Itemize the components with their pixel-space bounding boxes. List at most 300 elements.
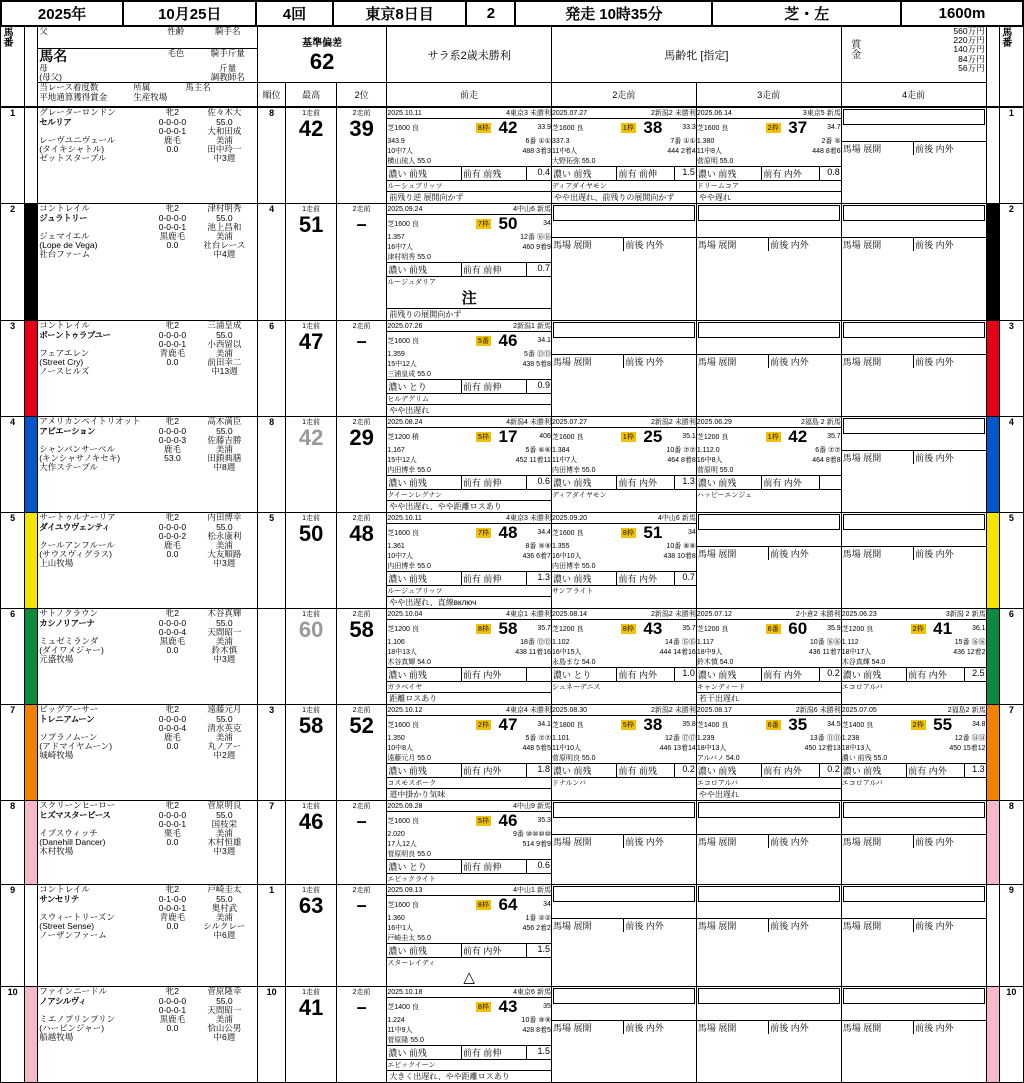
horse-number-right: 2 xyxy=(999,204,1023,321)
horse-sire: サトノクラウン xyxy=(39,608,99,619)
run-pace: 馬場 展開 xyxy=(552,355,624,368)
score-second xyxy=(336,609,386,705)
run-waku-tag: 7枠 xyxy=(478,220,489,228)
horse-bms: (タイキシャトル) xyxy=(39,144,105,155)
order-label: 順位 xyxy=(257,83,286,107)
two-back-label: 2走前 xyxy=(551,83,696,107)
run-agari: 406 xyxy=(539,433,551,441)
run-class: 未勝利 xyxy=(819,611,841,619)
run-track: 2福島 2 xyxy=(800,419,825,427)
run-time: 1.102 xyxy=(551,638,570,646)
run-detail: 11着7 xyxy=(822,649,841,657)
empty-box xyxy=(698,886,840,902)
header-place: 東京8日目 xyxy=(333,1,467,26)
horse-owner: 社台ファーム xyxy=(39,249,91,260)
meta-head-2 xyxy=(38,49,258,83)
horse-rotation: 中4週 xyxy=(213,249,236,260)
run-order: ⑮⑮ xyxy=(681,639,696,647)
four-back-label: 4走前 xyxy=(841,83,986,107)
bamei-label: 馬名 xyxy=(39,48,68,64)
horse-rotation: 中13週 xyxy=(211,366,238,377)
run-four-back xyxy=(841,204,986,321)
run-pace2: 前後 内外 xyxy=(915,240,954,251)
run-waku-tag: 8枠 xyxy=(622,625,634,633)
run-pace2: 前後 内外 xyxy=(915,453,954,464)
run-detail: 11着11 xyxy=(529,457,551,465)
horse-number: 6 xyxy=(1,609,25,705)
header-kai: 4回 xyxy=(256,1,332,26)
run-pop: 10番 xyxy=(666,543,682,551)
run-date: 2025.08.24 xyxy=(387,418,423,426)
empty-box xyxy=(698,988,840,1004)
run-waku-tag: 2枠 xyxy=(912,721,924,729)
run-order: ⑨⑨ xyxy=(538,1017,551,1025)
run-detail: 3着3 xyxy=(536,148,551,156)
run-weight: 436 xyxy=(808,648,821,656)
run-rival-jockey: 戸崎圭太 55.0 xyxy=(387,935,431,943)
run-field: 17人12人 xyxy=(387,841,417,849)
horse-bms: (アドマイヤムーン) xyxy=(39,741,113,752)
horse-name[interactable]: サンセリテ xyxy=(39,893,79,904)
run-pop: 2番 xyxy=(821,138,833,146)
run-three-back xyxy=(696,321,841,417)
horse-rotation: 中2週 xyxy=(213,750,236,761)
run-waku-tag: 1枠 xyxy=(622,433,634,441)
horse-owner: 城崎牧場 xyxy=(39,750,74,761)
horse-dam: ジェマイエル xyxy=(39,230,90,241)
horse-stable: 美浦 xyxy=(215,230,233,241)
horse-sex-age: 牝2 xyxy=(165,512,180,523)
horse-coat: 黒鹿毛 xyxy=(159,635,186,646)
horse-number: 10 xyxy=(1,987,25,1083)
run-figure: 46 xyxy=(498,331,518,351)
run-rival-horse: コスモスボーク xyxy=(387,780,437,788)
run-time: 1.167 xyxy=(387,446,405,454)
run-pop: 10番 xyxy=(521,1017,537,1025)
horse-dam: クールアンフルール xyxy=(39,539,115,550)
run-detail: 14着16 xyxy=(673,649,696,657)
run-agari: 34 xyxy=(688,529,696,537)
horse-sex-age: 牝2 xyxy=(165,800,180,811)
horse-name[interactable]: セルリア xyxy=(39,116,72,127)
run-pace: 濃い 前残 xyxy=(552,476,618,489)
run-pace2: 前有 内外 xyxy=(762,476,819,489)
table-row[interactable] xyxy=(1,204,1024,321)
run-field: 16中8人 xyxy=(696,457,723,465)
run-agari: 34 xyxy=(543,901,551,909)
score-max-value: 60 xyxy=(298,617,324,643)
run-margin: 0.6 xyxy=(537,860,550,871)
horse-breeder: 恰山公男 xyxy=(207,1023,242,1034)
run-distance: 芝1200 良 xyxy=(551,625,584,633)
score-max-sub: 1走前 xyxy=(302,206,321,214)
band-col-head-right xyxy=(986,27,999,107)
weight-label: 斤量 xyxy=(219,63,237,74)
run-pace2: 前後 内外 xyxy=(625,357,664,368)
run-pace2: 前有 内外 xyxy=(462,944,527,957)
horse-trainer: 天間昭一 xyxy=(207,626,242,637)
run-pop: 5番 xyxy=(525,447,537,455)
score-second xyxy=(336,417,386,513)
score-max xyxy=(286,513,336,609)
run-date: 2025.06.29 xyxy=(696,418,732,426)
run-weight: 450 xyxy=(804,744,817,752)
run-agari: 34.1 xyxy=(537,721,551,729)
run-weight: 444 xyxy=(659,648,672,656)
run-rival-jockey: 菅原隆 55.0 xyxy=(387,1037,424,1045)
horse-stable: 美浦 xyxy=(215,1013,233,1024)
score-second xyxy=(336,705,386,801)
run-pop: 1番 xyxy=(525,915,537,923)
race-cond-head xyxy=(551,27,841,83)
run-pop: 6番 xyxy=(525,138,537,146)
horse-breeder: 田中玲一 xyxy=(207,144,242,155)
run-track: 4東京4 xyxy=(506,707,528,715)
empty-box xyxy=(843,418,985,434)
horse-record-2: 0-0-0-2 xyxy=(158,530,187,541)
run-waku-tag: 6番 xyxy=(767,625,779,633)
run-figure: 58 xyxy=(498,619,518,639)
run-pace: 馬場 展開 xyxy=(842,451,914,464)
score-max-sub: 1走前 xyxy=(302,323,321,331)
score-max xyxy=(286,609,336,705)
horse-name[interactable]: ノアシルヴィ xyxy=(39,995,87,1006)
horse-name[interactable]: ボーントゥラブユー xyxy=(39,329,111,340)
bms-label: (母父) xyxy=(39,72,62,83)
run-pace: 濃い 前残 xyxy=(697,167,763,180)
run-pop: 8番 xyxy=(525,543,537,551)
run-weight: 450 xyxy=(949,744,961,752)
run-distance: 芝1400 良 xyxy=(696,721,729,729)
three-back-label: 3走前 xyxy=(696,83,841,107)
run-flag: △ xyxy=(463,969,475,987)
table-row[interactable] xyxy=(1,705,1024,801)
horse-sire: スクリーンヒーロー xyxy=(39,800,116,811)
table-row[interactable] xyxy=(1,108,1024,204)
run-rival-jockey: 木谷真輝 54.0 xyxy=(841,659,886,667)
frame-color-band-right xyxy=(986,987,999,1083)
empty-box xyxy=(553,886,695,902)
horse-name[interactable]: カシノリアーナ xyxy=(39,617,95,628)
score-second-sub: 2走前 xyxy=(352,611,371,619)
horse-stable: 美浦 xyxy=(215,134,233,145)
horse-name[interactable]: トレニアムーン xyxy=(39,713,95,724)
horse-name[interactable]: ダイユウヴェンティ xyxy=(39,521,110,532)
run-order: ⑨⑨ xyxy=(538,543,551,551)
run-time: 1.355 xyxy=(551,542,570,550)
run-order: ⑦⑦ xyxy=(828,447,841,455)
coat-label: 毛色 xyxy=(167,48,185,58)
run-pace2: 前有 前伸 xyxy=(462,1046,527,1059)
table-row[interactable] xyxy=(1,321,1024,417)
score-max xyxy=(286,417,336,513)
run-pace: 馬場 展開 xyxy=(842,1021,914,1034)
horse-owner: 大作ステーブル xyxy=(39,462,98,473)
run-detail: 2着4 xyxy=(681,148,696,156)
horse-bms: (Street Sense) xyxy=(39,921,95,932)
run-field: 11中7人 xyxy=(551,457,578,465)
run-field: 16中10人 xyxy=(551,553,582,561)
run-distance: 芝1600 良 xyxy=(387,721,419,729)
run-date: 2025.08.30 xyxy=(551,706,587,714)
run-pace2: 前後 内外 xyxy=(915,1023,954,1034)
run-waku-tag: 6番 xyxy=(767,721,779,729)
run-track: 4中山1 xyxy=(513,887,535,895)
run-track: 4東京3 xyxy=(506,515,528,523)
run-time: 1.238 xyxy=(841,734,860,742)
run-rival-jockey: 永島まな 54.0 xyxy=(551,659,596,667)
horse-number: 1 xyxy=(1,108,25,204)
run-rival-jockey: 菅原明良 55.0 xyxy=(387,851,431,859)
horse-weight: 55.0 xyxy=(216,116,233,127)
run-cell-empty xyxy=(552,988,696,1034)
run-detail: 13着14 xyxy=(673,745,696,753)
horse-weight: 55.0 xyxy=(216,329,233,340)
run-rival-horse: ハッピーエンジェ xyxy=(696,492,753,500)
run-rival-jockey: 菅原明 55.0 xyxy=(696,158,734,166)
run-track: 2福島2 xyxy=(947,707,970,715)
run-rival-horse: サンアライト xyxy=(551,588,594,596)
run-track: 2新潟6 xyxy=(795,707,818,715)
horse-trainer: 天間昭一 xyxy=(207,1004,242,1015)
horse-bms: (Street Cry) xyxy=(39,357,84,368)
score-second-value: 29 xyxy=(349,425,374,451)
run-distance: 芝1600 良 xyxy=(387,220,419,228)
run-two-back xyxy=(551,801,696,885)
run-pop: 12番 xyxy=(665,735,680,743)
deviation-value: 62 xyxy=(309,49,335,75)
horse-trainer: 佐藤吉勝 xyxy=(207,434,242,445)
run-three-back xyxy=(696,987,841,1083)
horse-coat: 栗毛 xyxy=(163,827,181,838)
header-course: 芝・左 xyxy=(712,1,901,26)
run-waku-tag: 2枠 xyxy=(478,721,489,729)
run-pop: 6番 xyxy=(815,447,827,455)
run-three-back xyxy=(696,609,841,705)
score-max-sub: 1走前 xyxy=(302,887,321,895)
run-cell xyxy=(387,108,551,203)
run-date: 2025.08.14 xyxy=(551,610,587,618)
run-four-back xyxy=(841,417,986,513)
run-pace2: 前後 内外 xyxy=(625,1023,664,1034)
run-two-back xyxy=(551,204,696,321)
run-pop: 14番 xyxy=(665,639,680,647)
run-weight: 464 xyxy=(667,456,680,464)
run-cell-empty xyxy=(697,802,841,848)
score-second-sub: 2走前 xyxy=(352,323,371,331)
score-second xyxy=(336,204,386,321)
run-pop: 10番 xyxy=(666,447,682,455)
run-agari: 33.9 xyxy=(537,124,551,132)
run-comment: やや出遅れ、やや距離ロスあり xyxy=(387,500,551,512)
run-class: 未勝利 xyxy=(529,515,551,523)
run-pace: 馬場 展開 xyxy=(842,919,914,932)
run-pace2: 前有 内外 xyxy=(617,476,674,489)
run-pace: 馬場 展開 xyxy=(842,547,914,560)
score-max xyxy=(286,885,336,987)
run-agari: 36.1 xyxy=(971,625,986,633)
run-cell xyxy=(387,609,551,704)
table-row[interactable] xyxy=(1,801,1024,885)
run-rival-horse: エコロアルバ xyxy=(841,780,883,788)
horse-name[interactable]: ヒズマスターピース xyxy=(39,809,111,820)
run-pace: 馬場 展開 xyxy=(697,355,769,368)
run-pace: 濃い 前残 xyxy=(387,476,462,489)
table-row[interactable] xyxy=(1,987,1024,1083)
run-pace: 濃い 前残 xyxy=(552,764,618,777)
run-pace2: 前後 内外 xyxy=(915,144,954,155)
run-field: 11中8人 xyxy=(696,148,722,156)
empty-box xyxy=(843,514,985,530)
run-time: 1.239 xyxy=(696,734,715,742)
frame-color-band xyxy=(25,417,38,513)
run-track: 2新潟2 xyxy=(651,611,673,619)
run-track: 2新潟2 xyxy=(651,110,673,118)
run-pace2: 前後 内外 xyxy=(915,921,954,932)
horse-number: 8 xyxy=(1,801,25,885)
horse-owner: 船越牧場 xyxy=(39,1032,74,1043)
horse-record-2: 0-0-0-1 xyxy=(158,818,187,829)
run-pace: 馬場 展開 xyxy=(842,238,914,251)
horse-number-right: 3 xyxy=(999,321,1023,417)
score-second-value: 39 xyxy=(349,116,374,142)
horse-earnings: 0.0 xyxy=(166,549,179,560)
run-class: 未勝利 xyxy=(529,419,551,427)
horse-record-2: 0-0-0-1 xyxy=(158,221,187,232)
run-pace: 馬場 展開 xyxy=(552,835,624,848)
run-rival-jockey: 横山琉人 55.0 xyxy=(387,158,431,166)
horse-rotation: 中6週 xyxy=(213,930,236,941)
score-second xyxy=(336,885,386,987)
run-order: ⑯⑯ xyxy=(971,639,986,647)
run-cell xyxy=(387,321,551,416)
run-cell-empty xyxy=(697,886,841,932)
run-track: 3新潟 2 xyxy=(945,611,970,619)
horse-sire: コントレイル xyxy=(39,320,90,331)
prize-head xyxy=(841,27,986,83)
empty-box xyxy=(553,205,695,221)
jockey-weight-label: 騎手斤量 xyxy=(210,48,245,58)
horse-earnings: 0.0 xyxy=(166,357,179,368)
run-comment: やや出遅れ xyxy=(387,404,551,416)
horse-weight: 55.0 xyxy=(216,212,233,223)
run-cell xyxy=(697,609,841,704)
rank-order: 5 xyxy=(257,513,286,609)
run-comment: やや遅れ xyxy=(697,191,841,203)
run-figure: 35 xyxy=(788,715,808,735)
run-class: 新馬 xyxy=(971,611,986,619)
run-rival-horse: ディアダイヤモン xyxy=(551,492,607,500)
run-agari: 35.9 xyxy=(827,625,841,633)
run-cell-empty xyxy=(842,514,986,560)
run-time: 1.112 xyxy=(841,638,859,646)
horse-rotation: 中6週 xyxy=(213,1032,236,1043)
frame-color-band xyxy=(25,321,38,417)
run-distance: 芝1400 良 xyxy=(841,721,874,729)
horse-meta xyxy=(38,417,257,472)
horse-breeder: シルクレー xyxy=(203,921,246,932)
run-pace: 馬場 展開 xyxy=(552,919,624,932)
run-pace2: 前有 前伸 xyxy=(462,263,527,276)
run-class: 未勝利 xyxy=(674,611,696,619)
run-margin xyxy=(527,668,551,681)
run-cell-empty xyxy=(842,418,986,464)
run-track: 4東京1 xyxy=(506,611,528,619)
earnings-label: 当レース着度数 xyxy=(39,82,99,93)
run-field: 18中13人 xyxy=(696,745,727,753)
run-cell xyxy=(387,417,551,512)
horse-bms: (Lope de Vega) xyxy=(39,240,98,251)
run-weight: 464 xyxy=(812,456,824,464)
score-second-value: 48 xyxy=(349,521,374,547)
table-row[interactable] xyxy=(1,609,1024,705)
score-max-value: 51 xyxy=(298,212,324,238)
rank-order: 3 xyxy=(257,705,286,801)
run-order: ①① xyxy=(683,138,696,146)
run-waku-tag: 2枠 xyxy=(767,124,779,132)
run-order: ⑧⑧ xyxy=(683,543,696,551)
horse-meta-cell xyxy=(38,321,258,417)
run-margin: 0.6 xyxy=(537,476,550,487)
run-pace: 馬場 展開 xyxy=(697,547,769,560)
run-margin: 0.2 xyxy=(827,764,840,775)
run-time: 1.357 xyxy=(387,233,405,241)
column-title-block xyxy=(0,26,1024,107)
horse-name[interactable]: アビエーション xyxy=(39,425,95,436)
run-pace2: 前有 前伸 xyxy=(462,572,527,585)
run-cell-empty xyxy=(842,802,986,848)
run-agari: 35.8 xyxy=(682,721,696,729)
run-agari: 34.5 xyxy=(827,721,841,729)
run-date: 2025.10.11 xyxy=(387,514,422,522)
prize-1: 560万円 xyxy=(953,26,985,36)
run-detail: 5着8 xyxy=(536,361,551,369)
horse-name[interactable]: ジュラトリー xyxy=(39,212,88,223)
run-cell-empty xyxy=(842,322,986,368)
run-pace2: 前有 前残 xyxy=(462,167,527,180)
meta-head-1 xyxy=(38,27,258,49)
score-second-sub: 2走前 xyxy=(352,887,371,895)
run-distance: 芝1600 良 xyxy=(387,529,419,537)
run-pace: 濃い 前残 xyxy=(697,668,763,681)
frame-color-band xyxy=(25,609,38,705)
table-row[interactable] xyxy=(1,417,1024,513)
horse-number: 3 xyxy=(1,321,25,417)
frame-color-band xyxy=(25,204,38,321)
run-field: 18中13人 xyxy=(841,745,872,753)
run-distance: 芝1200 良 xyxy=(696,625,729,633)
horse-number-right: 7 xyxy=(999,705,1023,801)
horse-meta xyxy=(38,321,257,376)
run-detail: 12着2 xyxy=(966,649,986,657)
run-cell xyxy=(387,705,551,800)
table-row[interactable] xyxy=(1,513,1024,609)
run-figure: 43 xyxy=(498,997,518,1017)
run-agari: 34 xyxy=(543,220,551,228)
horse-record-2: 0-0-0-4 xyxy=(158,626,187,637)
run-rival-jockey: 内田博幸 55.0 xyxy=(551,563,596,571)
run-margin: 1.5 xyxy=(682,167,695,178)
table-row[interactable] xyxy=(1,885,1024,987)
run-two-back xyxy=(551,108,696,204)
run-distance: 芝1600 良 xyxy=(551,529,584,537)
run-date: 2025.07.05 xyxy=(841,706,877,714)
empty-box xyxy=(843,886,985,902)
run-prev xyxy=(387,417,552,513)
score-max xyxy=(286,204,336,321)
run-cell xyxy=(697,417,841,500)
run-distance: 芝1400 良 xyxy=(387,1003,419,1011)
